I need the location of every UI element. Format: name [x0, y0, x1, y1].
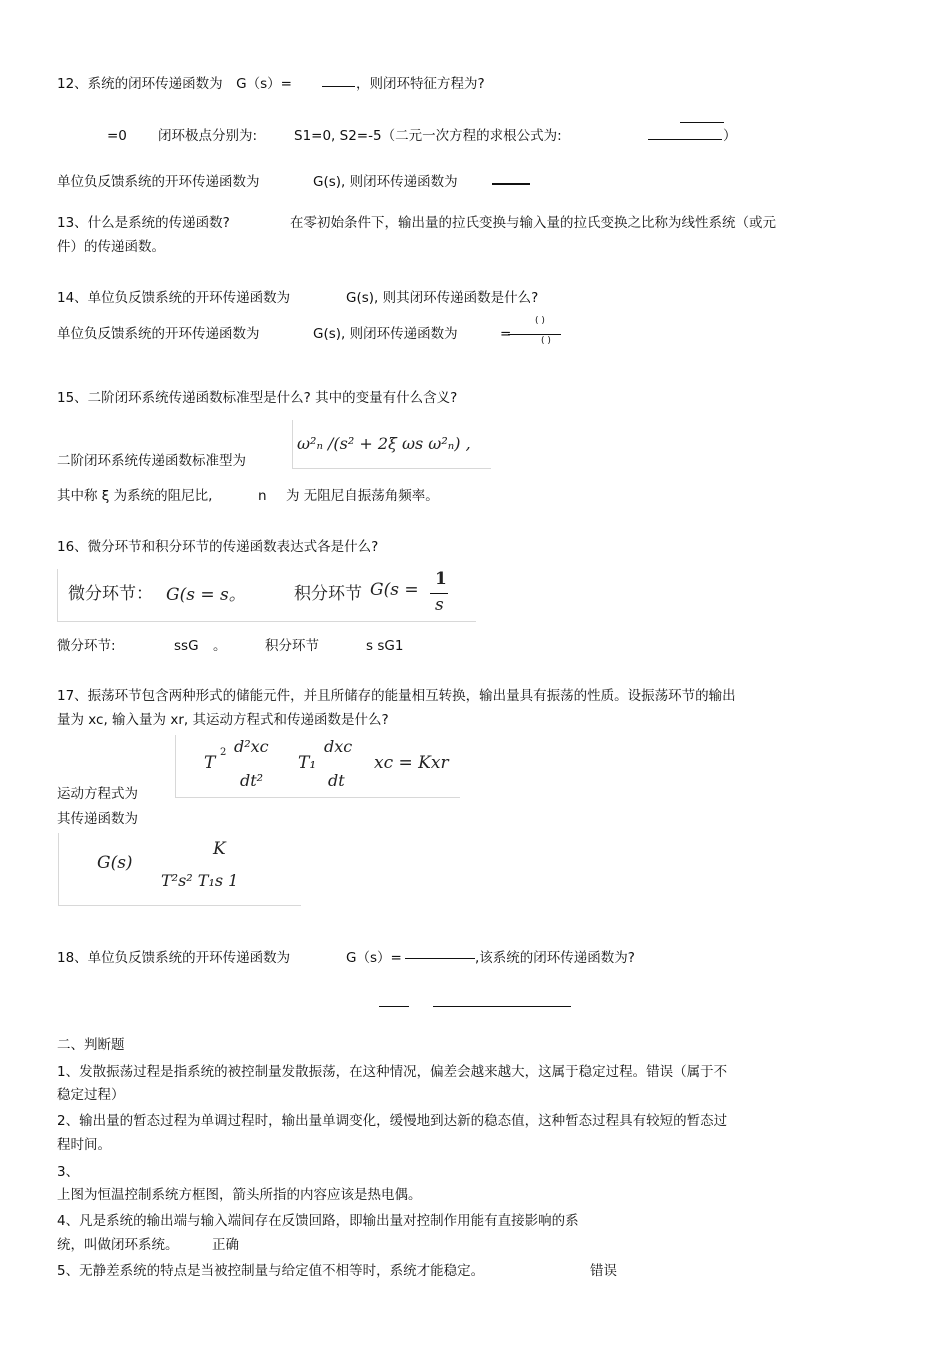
q17-eq-dxc: dxc — [324, 737, 353, 756]
q13-answer-1: 在零初始条件下，输出量的拉氏变换与输入量的拉氏变换之比称为线性系统（或元 — [290, 215, 776, 231]
q16-answer-diff: 微分环节: — [57, 638, 116, 654]
q17-tf-den: T²s² T₁s 1 — [161, 871, 239, 890]
q16-formula-image — [57, 569, 476, 622]
q17-question-2: 量为 xc, 输入量为 xr, 其运动方程式和传递函数是什么? — [57, 712, 389, 728]
q12-formula-top-line — [680, 122, 724, 123]
q17-eq-T1: T₁ — [298, 753, 317, 773]
q16-img-int-den: s — [435, 595, 444, 615]
section2-item4-b: 统，叫做闭环系统。 — [57, 1237, 179, 1253]
q15-answer: 二阶闭环系统传递函数标准型为 — [57, 453, 246, 469]
q15-formula: ω²ₙ /(s² + 2ξ ωs ω²ₙ) , — [297, 434, 471, 453]
q16-answer-int: 积分环节 — [265, 638, 319, 654]
q12-eq-zero: =0 — [107, 128, 127, 144]
section2-item4-c: 正确 — [212, 1237, 239, 1253]
q12-poles-label: 闭环极点分别为: — [158, 128, 258, 144]
q12-line1-end: ，则闭环特征方程为? — [356, 76, 485, 92]
q16-img-diff-label: 微分环节： — [68, 584, 153, 604]
q14-fraction-line — [508, 334, 561, 335]
q17-tf-K: K — [213, 839, 226, 859]
section2-item3-b: 上图为恒温控制系统方框图，箭头所指的内容应该是热电偶。 — [57, 1187, 422, 1203]
q15-formula-image — [292, 420, 491, 469]
q15-meaning-a: 其中称 ξ 为系统的阻尼比, — [57, 488, 213, 504]
q12-line3: 单位负反馈系统的开环传递函数为 — [57, 174, 260, 190]
section2-item4-a: 4、凡是系统的输出端与输入端间存在反馈回路，即输出量对控制作用能有直接影响的系 — [57, 1213, 579, 1229]
q16-answer-diff-val: ssG — [174, 638, 199, 654]
q14-answer: 单位负反馈系统的开环传递函数为 — [57, 326, 260, 342]
q17-eq-sq: 2 — [220, 747, 227, 758]
q18-answer-line-2 — [433, 1006, 571, 1007]
q18-answer-line-1 — [379, 1006, 409, 1007]
q15-meaning-n: n — [258, 488, 267, 504]
q18-fraction-line — [405, 958, 475, 959]
q17-tf-image — [58, 833, 301, 906]
q14-question-g: G(s), 则其闭环传递函数是什么? — [346, 290, 539, 306]
q17-tf-G: G(s) — [97, 853, 133, 873]
q14-eq: = — [500, 326, 512, 342]
q12-formula-bottom-line — [648, 139, 722, 140]
q17-question-1: 17、振荡环节包含两种形式的储能元件，并且所储存的能量相互转换，输出量具有振荡的性质。设振荡环节的输出 — [57, 688, 736, 704]
q16-img-int-label: 积分环节 — [294, 584, 362, 604]
q16-answer-int-val: s sG1 — [366, 638, 404, 654]
q16-img-int-formula: G(s = — [370, 580, 419, 600]
q16-question: 16、微分环节和积分环节的传递函数表达式各是什么? — [57, 539, 379, 555]
q18-question: 18、单位负反馈系统的开环传递函数为 — [57, 950, 291, 966]
q12-line3-blank — [492, 183, 530, 185]
q16-answer-dot: 。 — [213, 638, 227, 654]
q16-img-diff-formula: G(s = s。 — [166, 585, 246, 605]
q14-answer-g: G(s), 则闭环传递函数为 — [313, 326, 458, 342]
q17-eq-dt2: dt² — [240, 771, 264, 790]
section2-item2-b: 程时间。 — [57, 1137, 111, 1153]
section2-item1-b: 稳定过程） — [57, 1087, 125, 1103]
q18-question-end: ,该系统的闭环传递函数为? — [475, 950, 635, 966]
section2-title: 二、判断题 — [57, 1037, 125, 1053]
section2-item2-a: 2、输出量的暂态过程为单调过程时，输出量单调变化，缓慢地到达新的稳态值，这种暂态过程具有较短的暂态过 — [57, 1113, 728, 1129]
q14-denominator: ( ) — [541, 336, 551, 346]
q13-question: 13、什么是系统的传递函数? — [57, 215, 230, 231]
q12-line3-g: G(s), 则闭环传递函数为 — [313, 174, 458, 190]
q17-eq-dt: dt — [328, 771, 345, 790]
q15-meaning-b: 为 无阻尼自振荡角频率。 — [286, 488, 439, 504]
q17-equation-image — [175, 735, 460, 798]
section2-item1-a: 1、发散振荡过程是指系统的被控制量发散振荡，在这种情况，偏差会越来越大，这属于稳定过程。错误（属于不 — [57, 1064, 728, 1080]
q13-answer-2: 件）的传递函数。 — [57, 239, 165, 255]
section2-item5-b: 错误 — [590, 1263, 617, 1279]
q12-fraction-line — [322, 86, 355, 87]
q16-img-int-num: 1 — [435, 569, 447, 589]
q14-question: 14、单位负反馈系统的开环传递函数为 — [57, 290, 291, 306]
q17-eq-label: 运动方程式为 — [57, 786, 138, 802]
q18-question-g: G（s）= — [346, 950, 402, 966]
section2-item3-a: 3、 — [57, 1164, 80, 1180]
q12-roots-close: ） — [723, 128, 737, 144]
q17-eq-d2xc: d²xc — [234, 737, 269, 756]
q17-tf-label: 其传递函数为 — [57, 811, 138, 827]
q15-question: 15、二阶闭环系统传递函数标准型是什么? 其中的变量有什么含义? — [57, 390, 458, 406]
q16-img-fraction-line — [430, 593, 448, 594]
q14-numerator: ( ) — [535, 316, 545, 326]
q12-line1: 12、系统的闭环传递函数为 G（s）= — [57, 76, 292, 92]
q12-roots: S1=0, S2=-5（二元一次方程的求根公式为: — [294, 128, 562, 144]
section2-item5-a: 5、无静差系统的特点是当被控制量与给定值不相等时，系统才能稳定。 — [57, 1263, 485, 1279]
q17-eq-T2: T — [204, 753, 216, 773]
q17-eq-rhs: xc = Kxr — [374, 753, 449, 773]
